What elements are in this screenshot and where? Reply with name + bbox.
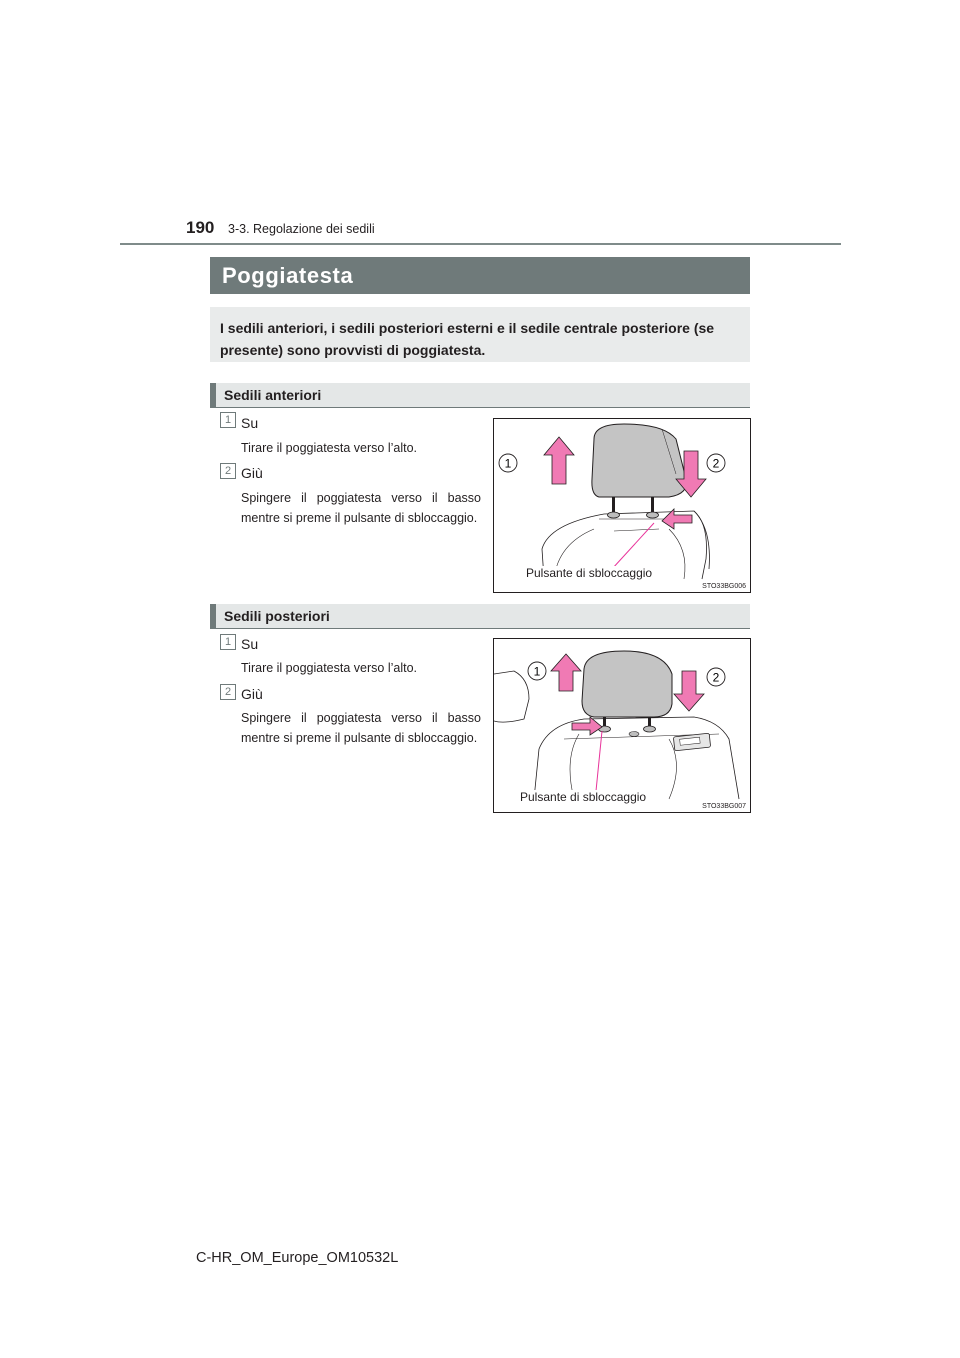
release-button-label: Pulsante di sbloccaggio xyxy=(526,566,653,580)
title-bar xyxy=(210,257,750,294)
item-heading-up: Su xyxy=(241,636,259,652)
section-reference: 3-3. Regolazione dei sedili xyxy=(228,222,375,236)
item-text-down: Spingere il poggiatesta verso il basso mentre si preme il pulsante di sbloccaggio. xyxy=(241,711,481,745)
page-title: Poggiatesta xyxy=(222,263,354,288)
item-heading-down: Giù xyxy=(241,465,263,481)
item-number-box: 1 xyxy=(220,634,236,650)
item-number-box: 2 xyxy=(220,463,236,479)
subheading-marker xyxy=(210,604,216,628)
item-number-box: 2 xyxy=(220,684,236,700)
figure-code: STO33BG007 xyxy=(702,803,746,810)
item-text-up: Tirare il poggiatesta verso l’alto. xyxy=(241,661,418,675)
intro-box xyxy=(210,307,750,362)
front-headrest-figure xyxy=(493,418,751,593)
rear-headrest-illustration xyxy=(494,639,750,812)
release-button-label: Pulsante di sbloccaggio xyxy=(520,790,647,804)
subheading-front-seats xyxy=(210,383,750,408)
item-text-up: Tirare il poggiatesta verso l’alto. xyxy=(241,441,418,455)
marker-1: 1 xyxy=(533,664,541,679)
marker-1: 1 xyxy=(504,456,512,471)
header-rule xyxy=(120,243,841,245)
item-number-box: 1 xyxy=(220,412,236,428)
footer-document-id: C-HR_OM_Europe_OM10532L xyxy=(196,1250,399,1266)
figure-code: STO33BG006 xyxy=(702,583,746,590)
intro-text: I sedili anteriori, i sedili posteriori esterni e il sedile centrale posteriore (se presente) sono provvisti di poggiatesta. xyxy=(220,320,715,358)
page-number: 190 xyxy=(186,218,215,237)
item-text-down: Spingere il poggiatesta verso il basso mentre si preme il pulsante di sbloccaggio. xyxy=(241,491,481,525)
item-heading-down: Giù xyxy=(241,686,263,702)
subheading-marker xyxy=(210,383,216,407)
marker-2: 2 xyxy=(712,670,720,685)
subheading-front-label: Sedili anteriori xyxy=(224,387,322,403)
rear-headrest-figure xyxy=(493,638,751,813)
item-heading-up: Su xyxy=(241,415,259,431)
subheading-rear-label: Sedili posteriori xyxy=(224,608,330,624)
marker-2: 2 xyxy=(712,456,720,471)
subheading-rear-seats xyxy=(210,604,750,629)
